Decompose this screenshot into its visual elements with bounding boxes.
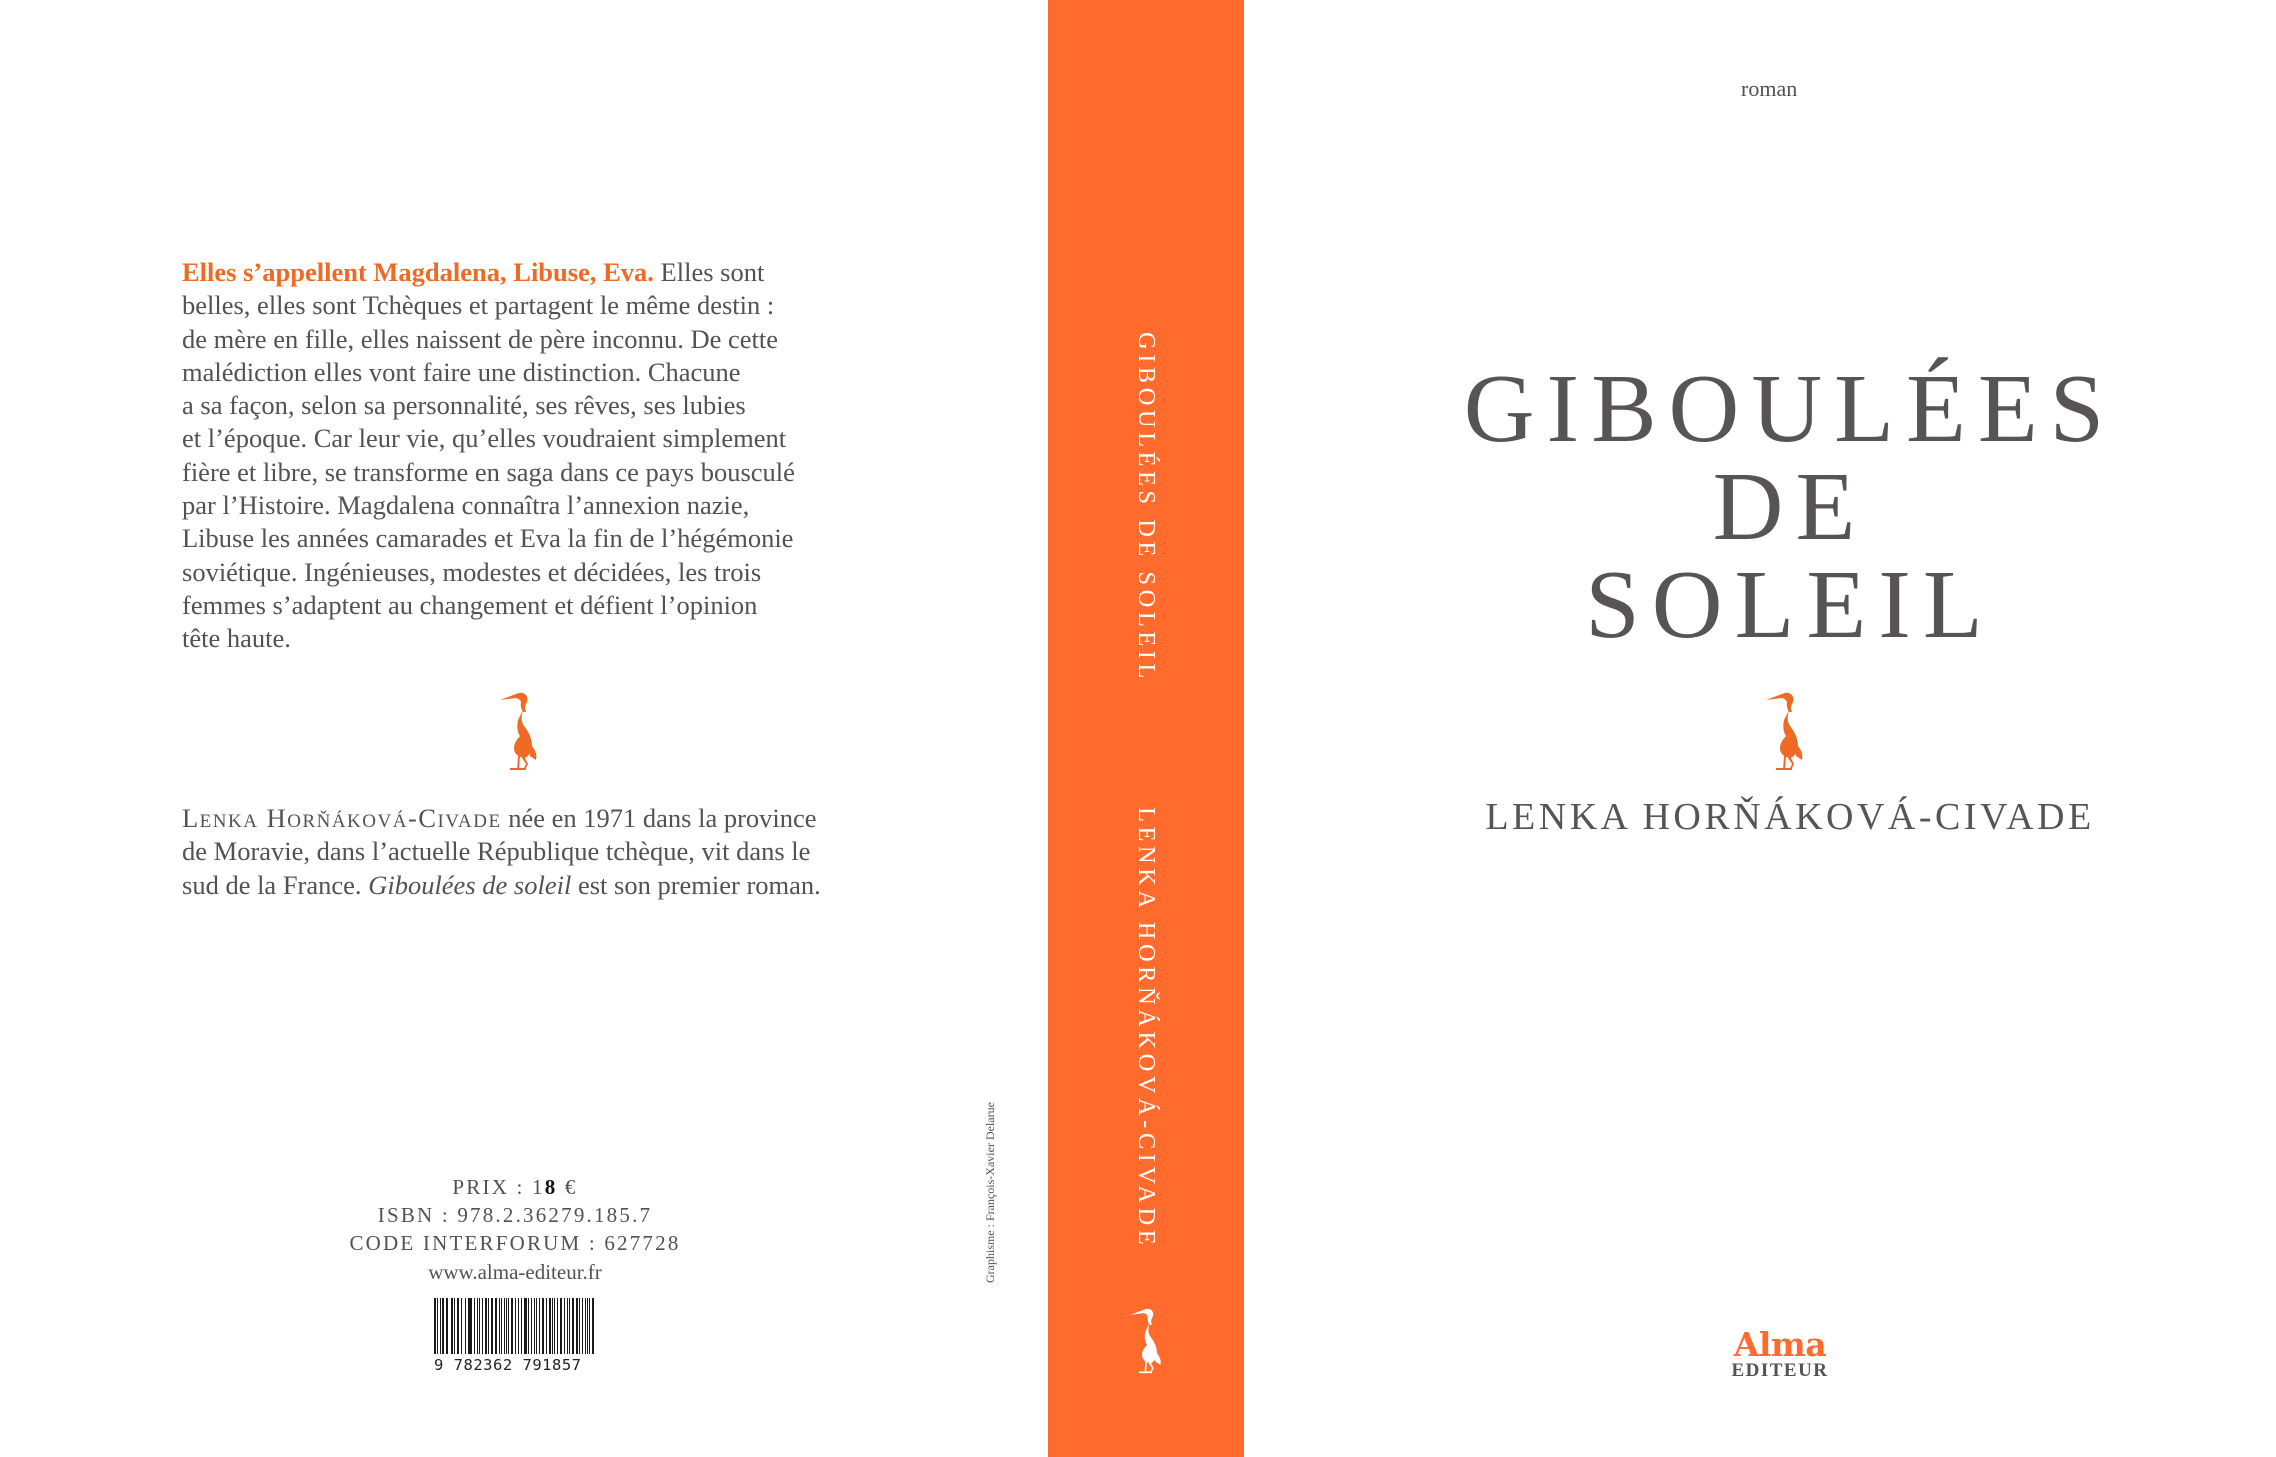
bio-text: sud de la France. bbox=[182, 869, 369, 900]
price-digit: 8 bbox=[544, 1175, 558, 1199]
barcode-bar bbox=[576, 1298, 578, 1354]
barcode-bar bbox=[554, 1298, 555, 1354]
barcode-bar bbox=[446, 1298, 448, 1354]
isbn: ISBN : 978.2.36279.185.7 bbox=[377, 1203, 653, 1228]
barcode-bar bbox=[549, 1298, 551, 1354]
price-currency: € bbox=[557, 1175, 578, 1199]
barcode-bar bbox=[501, 1298, 502, 1354]
barcode-bar bbox=[511, 1298, 513, 1354]
barcode-bar bbox=[437, 1298, 438, 1354]
barcode-bar bbox=[506, 1298, 508, 1354]
bio-text: est son premier roman. bbox=[571, 869, 821, 900]
barcode-bar bbox=[468, 1298, 469, 1354]
barcode-bar bbox=[451, 1298, 452, 1354]
blurb-line: et l’époque. Car leur vie, qu’elles voudraient simplement bbox=[182, 423, 787, 454]
barcode-bar bbox=[592, 1298, 594, 1354]
barcode-bar bbox=[469, 1298, 471, 1354]
barcode-bar bbox=[582, 1298, 583, 1354]
title-line: GIBOULÉES bbox=[1463, 355, 2117, 463]
barcode-bar bbox=[454, 1298, 455, 1354]
barcode-bar bbox=[488, 1298, 489, 1354]
barcode-bar bbox=[508, 1298, 509, 1354]
back-blurb bbox=[182, 256, 862, 656]
website: www.alma-editeur.fr bbox=[428, 1259, 602, 1284]
barcode-bar bbox=[518, 1298, 519, 1354]
barcode-bar bbox=[521, 1298, 522, 1354]
barcode-number: 9 782362 791857 bbox=[434, 1356, 582, 1374]
barcode-bar bbox=[482, 1298, 483, 1354]
front-author: LENKA HORŇÁKOVÁ-CIVADE bbox=[1485, 796, 2095, 838]
blurb-line: a sa façon, selon sa personnalité, ses rêves, ses lubies bbox=[182, 390, 746, 421]
barcode-bar bbox=[491, 1298, 493, 1354]
blurb-line: de mère en fille, elles naissent de père inconnu. De cette bbox=[182, 323, 778, 354]
barcode-bar bbox=[485, 1298, 487, 1354]
blurb-line: Libuse les années camarades et Eva la fin de l’hégémonie bbox=[182, 523, 794, 554]
barcode-bar bbox=[542, 1298, 544, 1354]
barcode-bar bbox=[515, 1298, 517, 1354]
blurb-line: femmes s’adaptent au changement et défient l’opinion bbox=[182, 589, 758, 620]
heron-icon bbox=[496, 686, 544, 772]
price-label: PRIX : 1 bbox=[452, 1175, 545, 1199]
blurb-line: belles, elles sont Tchèques et partagent le même destin : bbox=[182, 290, 775, 321]
blurb-lead: Elles s’appellent Magdalena, Libuse, Eva. bbox=[182, 257, 654, 287]
blurb-line: malédiction elles vont faire une distinction. Chacune bbox=[182, 356, 741, 387]
blurb-line: fière et libre, se transforme en saga dans ce pays bousculé bbox=[182, 456, 795, 487]
barcode-bar bbox=[442, 1298, 444, 1354]
barcode-bar bbox=[534, 1298, 536, 1354]
blurb-line: soviétique. Ingénieuses, modestes et décidées, les trois bbox=[182, 556, 762, 587]
spine-title: GIBOULÉES DE SOLEIL bbox=[1133, 332, 1160, 683]
barcode-bar bbox=[579, 1298, 580, 1354]
title-line: DE bbox=[1712, 453, 1868, 561]
spine-author: LENKA HORŇÁKOVÁ-CIVADE bbox=[1133, 807, 1160, 1250]
barcode-bar bbox=[495, 1298, 497, 1354]
publisher-name: Alma bbox=[1733, 1325, 1827, 1364]
barcode-bar bbox=[528, 1298, 529, 1354]
title-line: SOLEIL bbox=[1585, 551, 1995, 659]
barcode-bar bbox=[461, 1298, 463, 1354]
barcode bbox=[434, 1298, 596, 1382]
bio-author-name: Lenka Horňáková-Civade bbox=[182, 803, 502, 833]
spine-heron-icon bbox=[1127, 1296, 1167, 1382]
blurb-line: par l’Histoire. Magdalena connaîtra l’annexion nazie, bbox=[182, 490, 750, 521]
barcode-bar bbox=[452, 1298, 453, 1354]
barcode-bars bbox=[434, 1298, 596, 1354]
barcode-bar bbox=[440, 1298, 441, 1354]
barcode-bar bbox=[499, 1298, 500, 1354]
bio-book-title: Giboulées de soleil bbox=[368, 869, 572, 900]
barcode-bar bbox=[560, 1298, 562, 1354]
barcode-bar bbox=[572, 1298, 574, 1354]
bio-text: de Moravie, dans l’actuelle République tchèque, vit dans le bbox=[182, 836, 811, 867]
publisher-logo bbox=[1720, 1325, 1840, 1381]
barcode-bar bbox=[479, 1298, 480, 1354]
book-meta bbox=[330, 1173, 700, 1286]
barcode-bar bbox=[539, 1298, 540, 1354]
barcode-bar bbox=[589, 1298, 590, 1354]
barcode-bar bbox=[504, 1298, 505, 1354]
barcode-bar bbox=[587, 1298, 588, 1354]
barcode-bar bbox=[564, 1298, 565, 1354]
barcode-bar bbox=[536, 1298, 537, 1354]
front-heron-icon bbox=[1762, 686, 1810, 772]
barcode-bar bbox=[569, 1298, 570, 1354]
bio-text: née en 1971 dans la province bbox=[501, 803, 817, 833]
barcode-bar bbox=[557, 1298, 559, 1354]
barcode-bar bbox=[477, 1298, 479, 1354]
front-cover bbox=[1244, 0, 2276, 1457]
barcode-bar bbox=[567, 1298, 568, 1354]
barcode-bar bbox=[465, 1298, 466, 1354]
blurb-line: tête haute. bbox=[182, 623, 291, 654]
back-cover bbox=[0, 0, 1048, 1457]
design-credit: Graphisme : François-Xavier Delarue bbox=[983, 1102, 997, 1283]
blurb-line: Elles sont bbox=[653, 257, 765, 287]
price bbox=[330, 1173, 700, 1201]
author-bio bbox=[182, 802, 882, 902]
barcode-bar bbox=[546, 1298, 547, 1354]
book-title bbox=[1400, 355, 2180, 659]
barcode-bar bbox=[524, 1298, 526, 1354]
barcode-bar bbox=[585, 1298, 587, 1354]
barcode-bar bbox=[457, 1298, 459, 1354]
barcode-bar bbox=[531, 1298, 532, 1354]
genre-label: roman bbox=[1741, 76, 1798, 101]
interforum-code: CODE INTERFORUM : 627728 bbox=[349, 1231, 681, 1256]
publisher-label: EDITEUR bbox=[1731, 1360, 1829, 1381]
barcode-bar bbox=[552, 1298, 553, 1354]
barcode-bar bbox=[474, 1298, 475, 1354]
barcode-bar bbox=[434, 1298, 436, 1354]
